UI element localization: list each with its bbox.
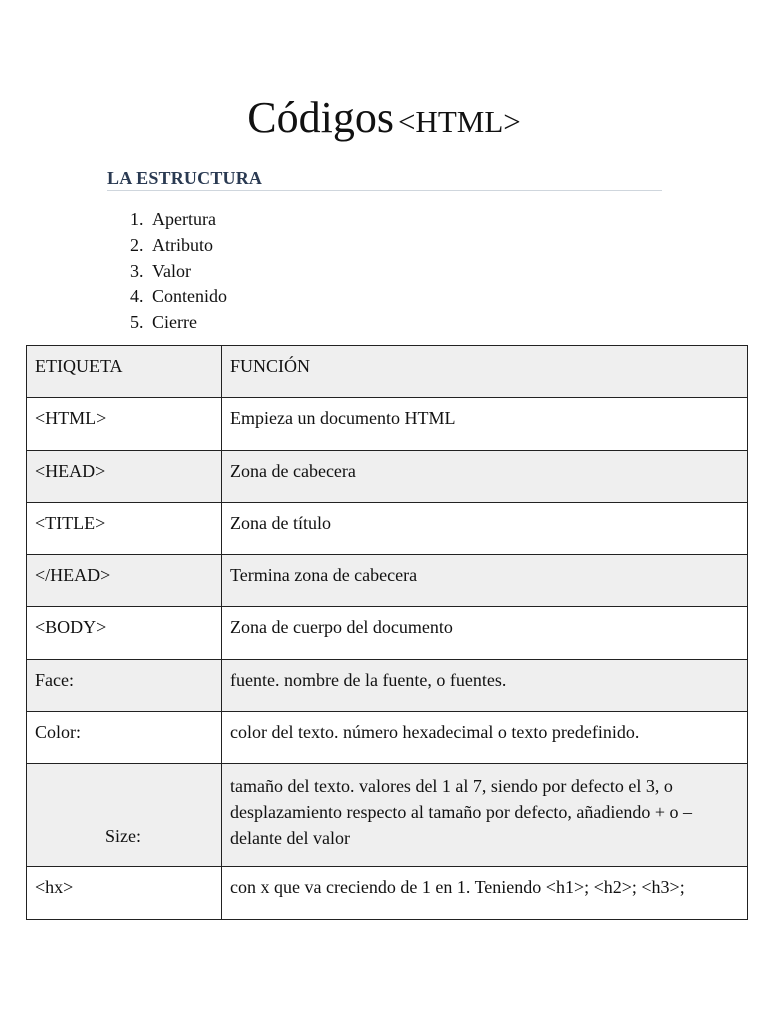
list-item: 1. Apertura: [130, 209, 216, 229]
table-row: [27, 502, 748, 554]
structure-list: [130, 208, 227, 337]
list-item: 4. Contenido: [130, 286, 227, 307]
list-item-label: Valor: [152, 260, 191, 281]
tags-table: [26, 345, 748, 920]
table-row: [27, 450, 748, 502]
tag-cell: Color:: [27, 712, 222, 764]
list-item: 2. Atributo: [130, 234, 213, 255]
section-heading: LA ESTRUCTURA: [107, 168, 662, 191]
table-row: [27, 712, 748, 764]
list-item-label: Atributo: [152, 234, 213, 255]
function-cell: Zona de cuerpo del documento: [222, 607, 748, 659]
table-row: [27, 867, 748, 919]
tag-cell: <BODY>: [27, 607, 222, 659]
function-cell: Zona de título: [222, 502, 748, 554]
list-item: 5. Cierre: [130, 312, 197, 333]
table-row: [27, 398, 748, 450]
table-row: [27, 607, 748, 659]
table-row: [27, 764, 748, 867]
title-sub: <HTML>: [397, 104, 521, 139]
document-title: [0, 92, 768, 143]
table-row: [27, 659, 748, 711]
function-cell: Empieza un documento HTML: [222, 398, 748, 450]
function-cell: tamaño del texto. valores del 1 al 7, siendo por defecto el 3, o desplazamiento respecto al tamaño por defecto, añadiendo + o – delante del valor: [222, 764, 748, 867]
tag-cell: </HEAD>: [27, 555, 222, 607]
list-item-label: Contenido: [152, 286, 227, 307]
list-item: 3. Valor: [130, 260, 191, 281]
table-row: [27, 555, 748, 607]
tag-cell: <HTML>: [27, 398, 222, 450]
table-header-row: [27, 346, 748, 398]
list-item-label: Apertura: [152, 209, 216, 229]
function-cell: color del texto. número hexadecimal o texto predefinido.: [222, 712, 748, 764]
header-cell-function: FUNCIÓN: [222, 346, 748, 398]
tag-cell: <HEAD>: [27, 450, 222, 502]
tag-cell: <TITLE>: [27, 502, 222, 554]
tag-cell: Face:: [27, 659, 222, 711]
function-cell: Termina zona de cabecera: [222, 555, 748, 607]
tag-cell: <hx>: [27, 867, 222, 919]
list-item-label: Cierre: [152, 312, 197, 333]
function-cell: Zona de cabecera: [222, 450, 748, 502]
title-main: Códigos: [247, 93, 394, 142]
function-cell: fuente. nombre de la fuente, o fuentes.: [222, 659, 748, 711]
tag-cell: Size:: [27, 764, 222, 867]
header-cell-tag: ETIQUETA: [27, 346, 222, 398]
function-cell: con x que va creciendo de 1 en 1. Teniendo <h1>; <h2>; <h3>;: [222, 867, 748, 919]
